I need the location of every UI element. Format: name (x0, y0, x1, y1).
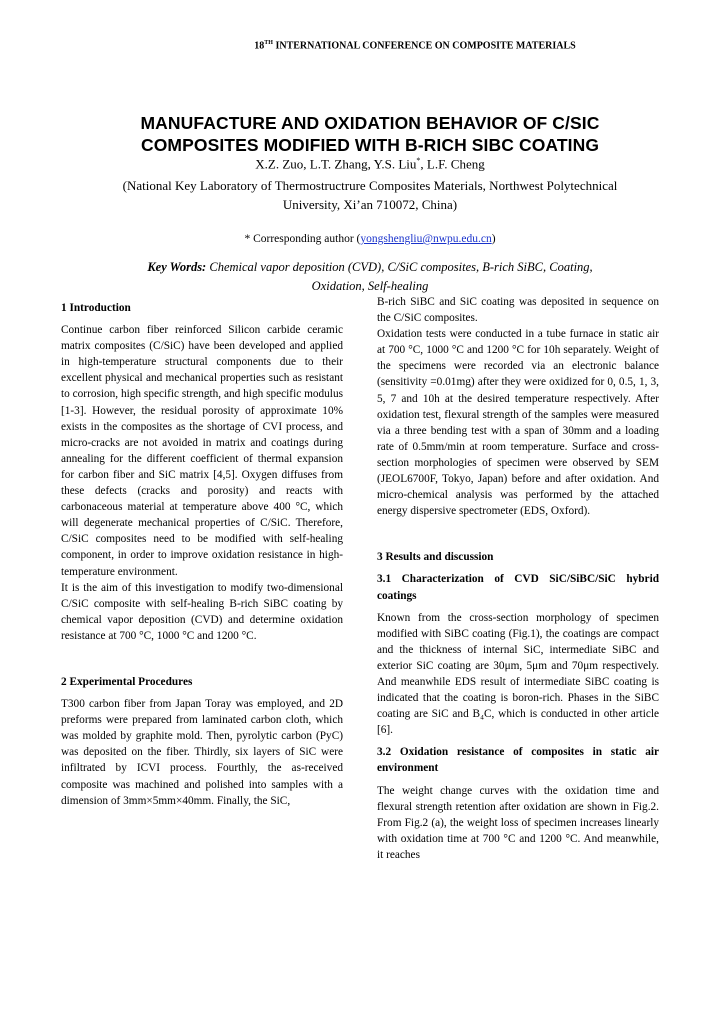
keywords-label: Key Words: (147, 260, 207, 274)
affiliation-line-1: (National Key Laboratory of Thermostructrure Composites Materials, Northwest Polytechnical (122, 178, 618, 193)
section-3-1-paragraph: Known from the cross-section morphology of specimen modified with SiBC coating (Fig.1), the coatings are compact and the thickness of internal SiC, intermediate SiBC and exterior SiC coating are 30μm, 5μm and 70μm respectively. And meanwhile EDS result of intermediate SiBC coating is indicated that the coating is boron-rich. Phases in the SiBC coating are SiC and B₄C, which is conducted in other article [6]. (377, 611, 659, 737)
affiliation (60, 176, 680, 214)
section-3-2-paragraph: The weight change curves with the oxidation time and flexural strength retention after oxidation are shown in Fig.2. From Fig.2 (a), the weight loss of specimen increases linearly with oxidation time at 700 °C and 1200 °C. And meanwhile, it reaches (377, 784, 659, 861)
introduction-heading: 1 Introduction (61, 302, 131, 314)
title-line-1: MANUFACTURE AND OXIDATION BEHAVIOR OF C/SIC (140, 113, 600, 133)
introduction-paragraph-1: Continue carbon fiber reinforced Silicon carbide ceramic matrix composites (C/SiC) have been developed and applied in high-temperature structural components due to their excellent physical and mechanical properties such as resistant to corrosion, high specific strength, and high specific modulus [1-3]. However, the residual porosity of approximate 10% exists in the composites as the shortage of CVI process, and micro-cracks are not avoided in matrix and coatings during annealing for the different coefficient of thermal expansion for carbon fiber and SiC matrix [4,5]. Oxygen diffuses from these defects (cracks and porosity) and reacts with carbonaceous material at temperature above 400 °C, which will degenerate mechanical properties of C/SiC. Therefore, C/SiC composites need to be modified with self-healing component, in order to improve oxidation resistance in high-temperature environment. (61, 324, 343, 578)
right-paragraph-1: B-rich SiBC and SiC coating was deposited in sequence on the C/SiC composites. (377, 296, 659, 325)
conf-name: INTERNATIONAL CONFERENCE ON COMPOSITE MATERIALS (272, 40, 576, 52)
corr-prefix: * Corresponding author ( (244, 233, 361, 245)
keywords-line-1: Chemical vapor deposition (CVD), C/SiC composites, B-rich SiBC, Coating, (206, 260, 593, 274)
right-paragraph-2: Oxidation tests were conducted in a tube furnace in static air at 700 °C, 1000 °C and 1200 °C for 10h separately. Weight of the specimens were recorded via an electronic balance (sensitivity =0.01mg) after they were oxidized for 0, 0.5, 1, 3, 5, 7 and 10h at the desired temperature respectively. After oxidation test, flexural strength of the samples were measured via a three bending test with a span of 30mm and a loading rate of 0.5mm/min at room temperature. Surface and cross-section morphologies of specimen were observed by SEM (JEOL6700F, Tokyo, Japan) before and after oxidation. And micro-chemical analysis was performed by the attached energy dispersive spectrometer (EDS, Oxford). (377, 328, 659, 518)
title-line-2: COMPOSITES MODIFIED WITH B-RICH SIBC COATING (140, 135, 600, 155)
experimental-paragraph: T300 carbon fiber from Japan Toray was employed, and 2D preforms were prepared from laminated carbon cloth, which was molded by graphite mold. Then, pyrolytic carbon (PyC) was deposited on the fiber. Thirdly, six layers of SiC were infiltrated by ICVI process. Fourthly, the as-received composite was machined and polished into samples with a dimension of 3mm×5mm×40mm. Finally, the SiC, (61, 698, 343, 807)
right-column (377, 294, 659, 863)
paper-title (60, 112, 680, 156)
affiliation-line-2: University, Xi’an 710072, China) (282, 197, 458, 212)
section-3-2-heading: 3.2 Oxidation resistance of composites in static air environment (377, 746, 659, 775)
author-list (60, 156, 680, 172)
introduction-paragraph-2: It is the aim of this investigation to modify two-dimensional C/SiC composite with self-healing B-rich SiBC coating by chemical vapor deposition (CVD) and determine oxidation resistance at 700 °C, 1000 °C and 1200 °C. (61, 581, 343, 642)
authors-part-2: , L.F. Cheng (420, 156, 485, 172)
conf-ordinal: TH (264, 40, 273, 46)
section-3-1-heading: 3.1 Characterization of CVD SiC/SiBC/SiC hybrid coatings (377, 573, 659, 602)
author-email-link[interactable]: yongshengliu@nwpu.edu.cn (360, 233, 492, 245)
corresponding-marker: * (416, 156, 421, 165)
authors-part-1: X.Z. Zuo, L.T. Zhang, Y.S. Liu (255, 156, 417, 172)
keywords (60, 238, 680, 296)
conf-number: 18 (254, 40, 265, 52)
left-column (61, 300, 343, 809)
conference-header (0, 40, 720, 51)
results-heading: 3 Results and discussion (377, 551, 494, 564)
corr-suffix: ) (491, 233, 496, 245)
keywords-line-2: Oxidation, Self-healing (311, 279, 429, 293)
experimental-heading: 2 Experimental Procedures (61, 675, 193, 688)
